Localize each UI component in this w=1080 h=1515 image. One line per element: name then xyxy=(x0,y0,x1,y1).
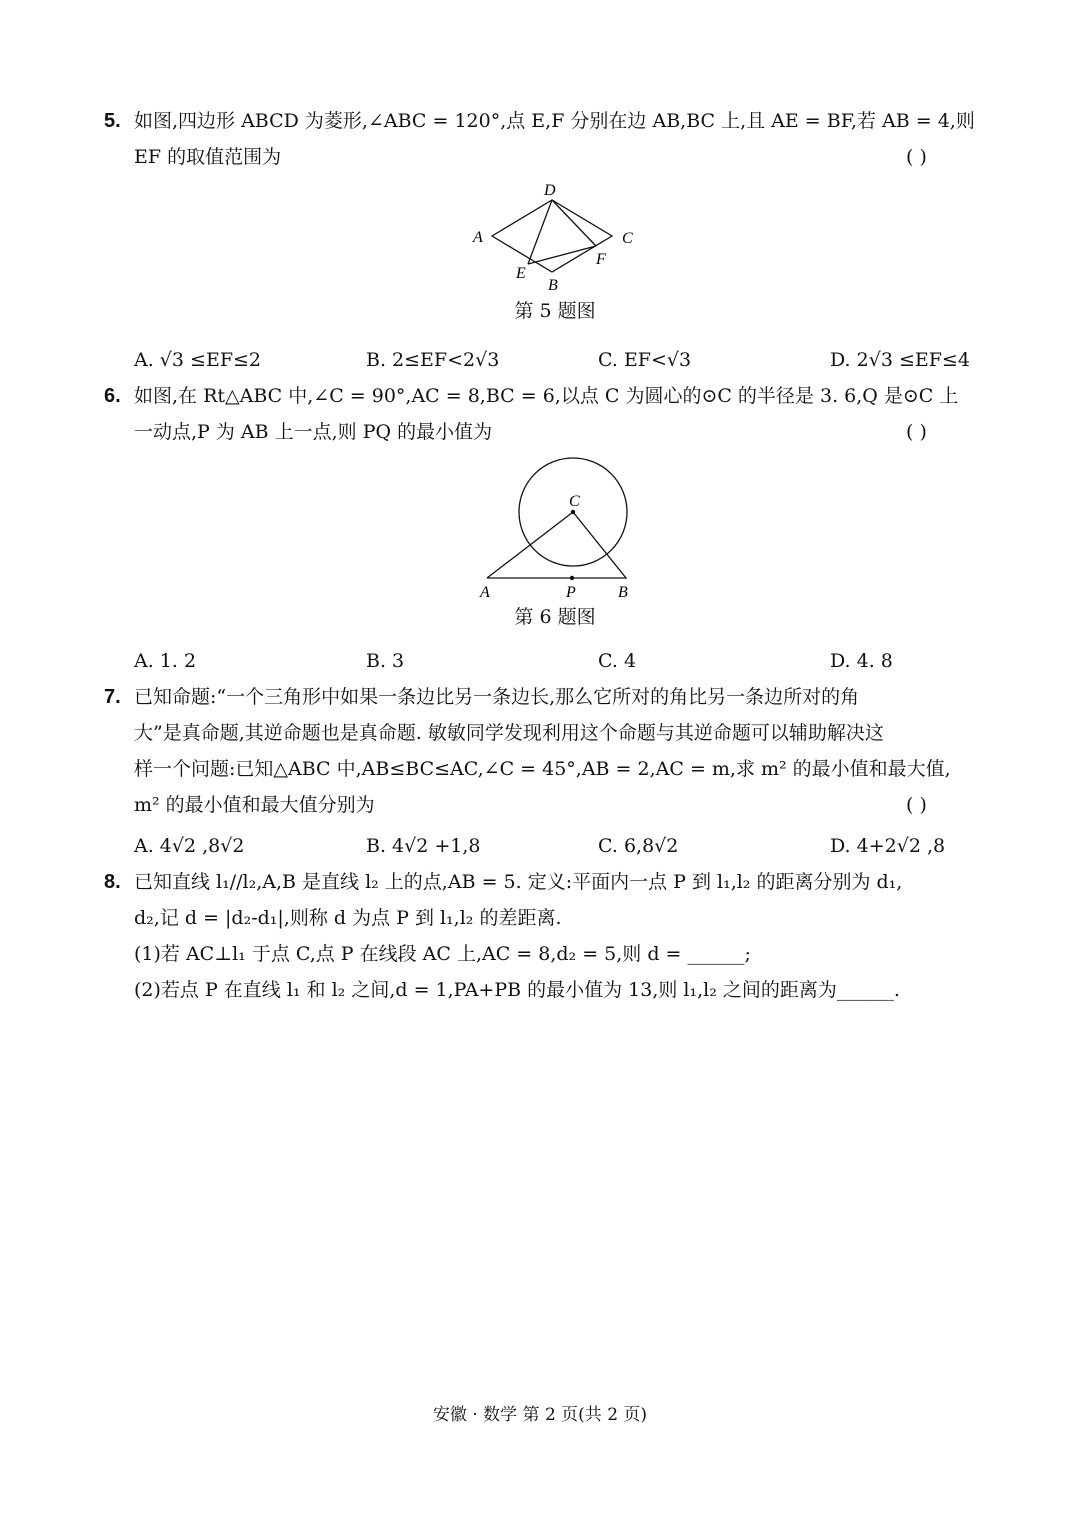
label-b: B xyxy=(548,277,558,294)
q8-text-line1: 已知直线 l₁//l₂,A,B 是直线 l₂ 上的点,AB = 5. 定义:平面内一点 P 到 l₁,l₂ 的距离分别为 d₁, xyxy=(134,871,903,893)
label-a: A xyxy=(480,584,490,601)
rhombus-abcd xyxy=(492,200,612,272)
q6-option-d: D. 4. 8 xyxy=(830,650,893,672)
q7-text-line1: 已知命题:“一个三角形中如果一条边比另一条边长,那么它所对的角比另一条边所对的角 xyxy=(134,686,860,708)
q7-text-line3: 样一个问题:已知△ABC 中,AB≤BC≤AC,∠C = 45°,AB = 2,AC = m,求 m² 的最小值和最大值, xyxy=(134,758,951,780)
q7-option-c: C. 6,8√2 xyxy=(598,835,679,857)
q8-subquestion-1: (1)若 AC⊥l₁ 于点 C,点 P 在线段 AC 上,AC = 8,d₂ = 5,则 d = ______; xyxy=(134,943,751,965)
point-c xyxy=(571,510,575,514)
label-f: F xyxy=(596,251,606,268)
q5-option-d: D. 2√3 ≤EF≤4 xyxy=(830,349,970,371)
segment-ef xyxy=(528,246,596,264)
q5-rhombus-figure xyxy=(460,176,650,296)
q7-text-line4: m² 的最小值和最大值分别为 xyxy=(134,794,375,816)
q6-option-b: B. 3 xyxy=(366,650,405,672)
q8-subquestion-2: (2)若点 P 在直线 l₁ 和 l₂ 之间,d = 1,PA+PB 的最小值为 13,则 l₁,l₂ 之间的距离为______. xyxy=(134,979,900,1001)
q7-text-line2: 大”是真命题,其逆命题也是真命题. 敏敏同学发现利用这个命题与其逆命题可以辅助解决这 xyxy=(134,722,884,744)
segment-de xyxy=(528,200,552,264)
q5-text-line1: 如图,四边形 ABCD 为菱形,∠ABC = 120°,点 E,F 分别在边 AB,BC 上,且 AE = BF,若 AB = 4,则 xyxy=(134,110,975,132)
q7-option-b: B. 4√2 +1,8 xyxy=(366,835,481,857)
q8-number: 8. xyxy=(104,871,121,893)
q6-text-line1: 如图,在 Rt△ABC 中,∠C = 90°,AC = 8,BC = 6,以点 C 为圆心的⊙C 的半径是 3. 6,Q 是⊙C 上 xyxy=(134,385,959,407)
q5-option-c: C. EF<√3 xyxy=(598,349,692,371)
label-b: B xyxy=(618,584,628,601)
label-c: C xyxy=(569,493,580,510)
q5-number: 5. xyxy=(104,110,121,132)
q5-option-a: A. √3 ≤EF≤2 xyxy=(134,349,262,371)
q7-option-d: D. 4+2√2 ,8 xyxy=(830,835,946,857)
label-a: A xyxy=(473,229,483,246)
q6-circle-figure xyxy=(470,452,650,602)
q6-answer-paren: ( ) xyxy=(906,421,927,443)
q6-figure-caption: 第 6 题图 xyxy=(514,606,596,628)
q6-option-c: C. 4 xyxy=(598,650,637,672)
q8-text-line2: d₂,记 d = |d₂-d₁|,则称 d 为点 P 到 l₁,l₂ 的差距离. xyxy=(134,907,562,929)
label-c: C xyxy=(622,230,633,247)
q5-option-b: B. 2≤EF<2√3 xyxy=(366,349,500,371)
q7-number: 7. xyxy=(104,686,121,708)
q5-text-line2: EF 的取值范围为 xyxy=(134,146,282,168)
q6-number: 6. xyxy=(104,385,121,407)
q7-option-a: A. 4√2 ,8√2 xyxy=(134,835,245,857)
point-p xyxy=(570,576,574,580)
q5-figure-caption: 第 5 题图 xyxy=(514,300,596,322)
page-footer: 安徽 · 数学 第 2 页(共 2 页) xyxy=(432,1405,648,1425)
q6-option-a: A. 1. 2 xyxy=(134,650,197,672)
triangle-abc xyxy=(487,512,626,578)
q5-answer-paren: ( ) xyxy=(906,146,927,168)
label-e: E xyxy=(516,265,526,282)
label-d: D xyxy=(544,182,556,199)
label-p: P xyxy=(566,584,576,601)
q6-text-line2: 一动点,P 为 AB 上一点,则 PQ 的最小值为 xyxy=(134,421,493,443)
q7-answer-paren: ( ) xyxy=(906,794,927,816)
